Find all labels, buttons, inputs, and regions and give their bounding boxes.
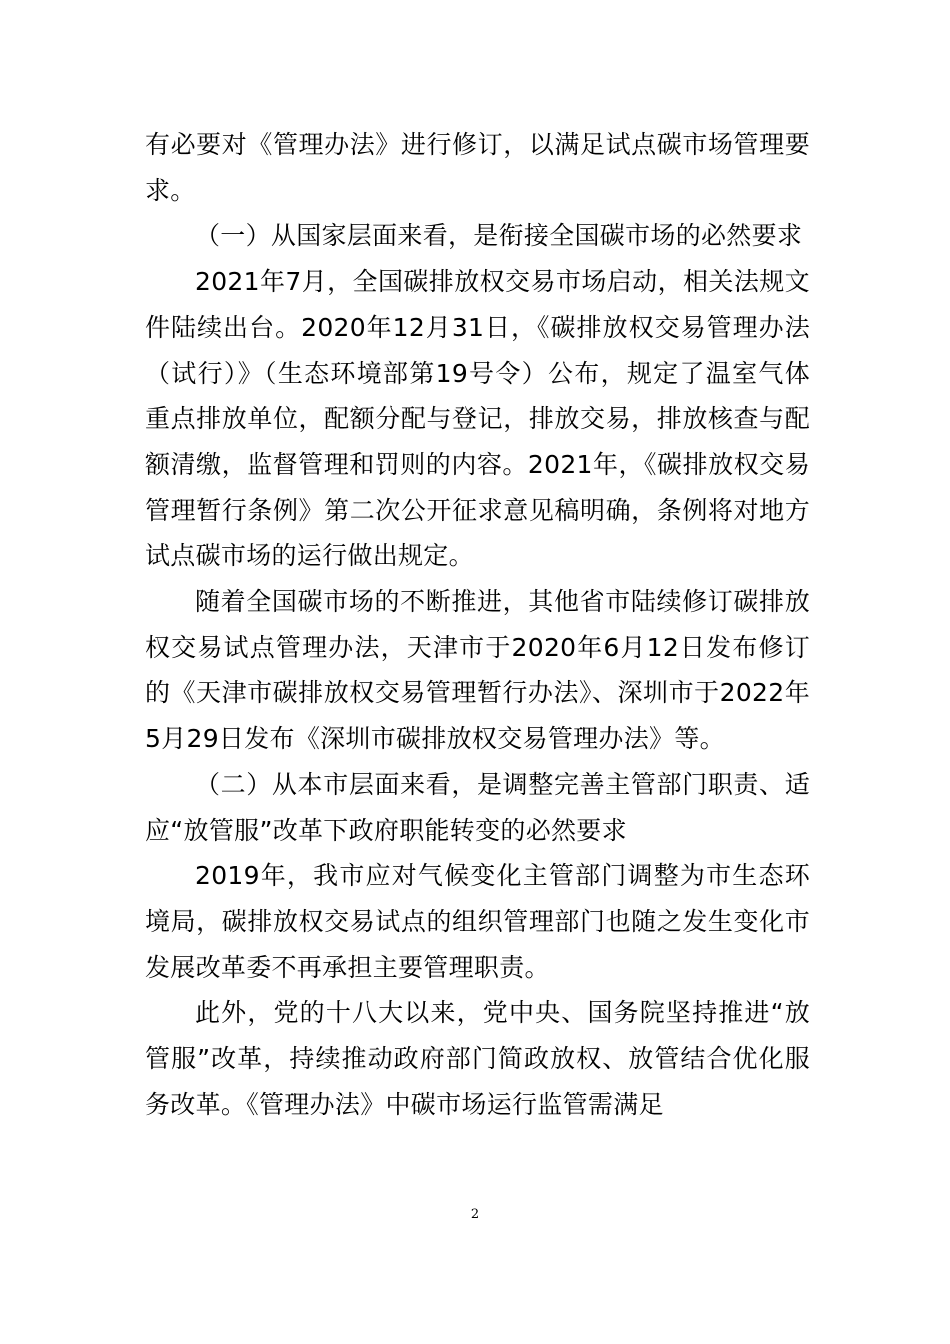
body-text xyxy=(145,122,810,1127)
paragraph-3: 随着全国碳市场的不断推进，其他省市陆续修订碳排放权交易试点管理办法，天津市于2020年6月12日发布修订的《天津市碳排放权交易管理暂行办法》、深圳市于2022年5月29日发布《深圳市碳排放权交易管理办法》等。 xyxy=(145,587,810,754)
paragraph-4: 2019年，我市应对气候变化主管部门调整为市生态环境局，碳排放权交易试点的组织管理部门也随之发生变化市发展改革委不再承担主要管理职责。 xyxy=(145,861,810,982)
paragraph-1: 有必要对《管理办法》进行修订，以满足试点碳市场管理要求。 xyxy=(145,130,810,205)
section-heading-2: （二）从本市层面来看，是调整完善主管部门职责、适应“放管服”改革下政府职能转变的必然要求 xyxy=(145,769,810,845)
paragraph-2: 2021年7月，全国碳排放权交易市场启动，相关法规文件陆续出台。2020年12月31日，《碳排放权交易管理办法（试行）》（生态环境部第19号令）公布，规定了温室气体重点排放单位，配额分配与登记，排放交易，排放核查与配额清缴，监督管理和罚则的内容。2021年，《碳排放权交易管理暂行条例》第二次公开征求意见稿明确，条例将对地方试点碳市场的运行做出规定。 xyxy=(145,267,810,571)
section-heading-1: （一）从国家层面来看，是衔接全国碳市场的必然要求 xyxy=(195,221,803,251)
paragraph-5: 此外，党的十八大以来，党中央、国务院坚持推进“放管服”改革，持续推动政府部门简政放权、放管结合优化服务改革。《管理办法》中碳市场运行监管需满足 xyxy=(145,998,810,1119)
page-number: 2 xyxy=(470,1207,480,1222)
